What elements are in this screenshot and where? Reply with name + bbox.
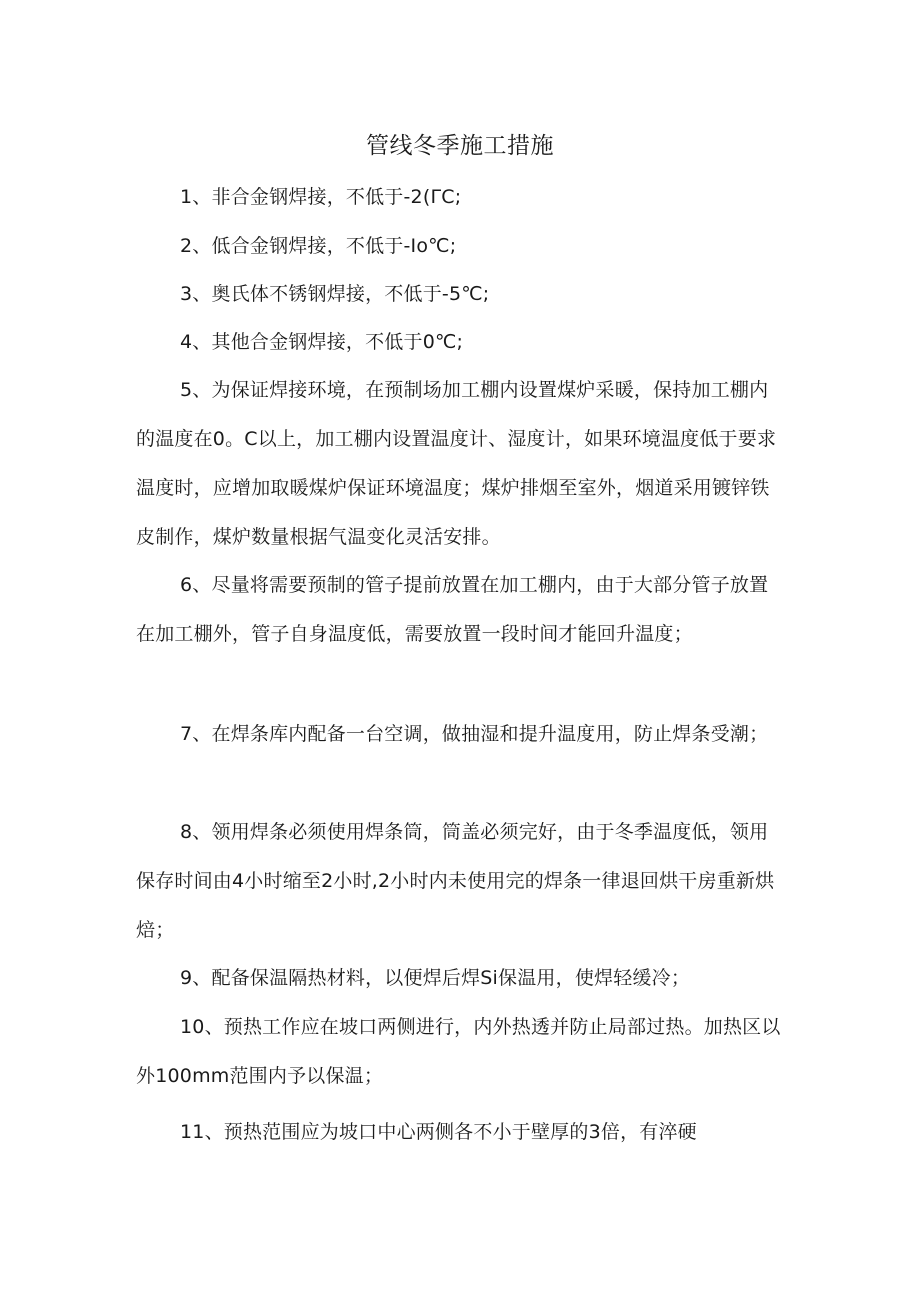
paragraph-6: 6、尽量将需要预制的管子提前放置在加工棚内，由于大部分管子放置在加工棚外，管子自身温度低，需要放置一段时间才能回升温度；: [136, 574, 769, 645]
paragraph-11: 11、预热范围应为坡口中心两侧各不小于壁厚的3倍，有淬硬: [180, 1121, 697, 1143]
paragraph-4: 4、其他合金钢焊接，不低于0℃;: [180, 331, 464, 353]
paragraph-2: 2、低合金钢焊接，不低于-Io℃;: [180, 235, 457, 257]
paragraph-3: 3、奥氏体不锈钢焊接，不低于-5℃;: [180, 283, 490, 305]
paragraph-5: 5、为保证焊接环境，在预制场加工棚内设置煤炉采暖，保持加工棚内的温度在0。C以上，加工棚内设置温度计、湿度计，如果环境温度低于要求温度时，应增加取暖煤炉保证环境温度；煤炉排烟至室外，烟道采用镀锌铁皮制作，煤炉数量根据气温变化灵活安排。: [136, 379, 777, 548]
paragraph-10: 10、预热工作应在坡口两侧进行，内外热透并防止局部过热。加热区以外100mm范围内予以保温；: [136, 1016, 781, 1087]
paragraph-8: 8、领用焊条必须使用焊条筒，筒盖必须完好，由于冬季温度低，领用保存时间由4小时缩至2小时,2小时内未使用完的焊条一律退回烘干房重新烘焙；: [136, 821, 775, 941]
paragraph-1: 1、非合金钢焊接，不低于-2(ΓC;: [180, 186, 462, 208]
document-title: 管线冬季施工措施: [366, 133, 554, 159]
paragraph-7: 7、在焊条库内配备一台空调，做抽湿和提升温度用，防止焊条受潮；: [180, 723, 769, 745]
paragraph-9: 9、配备保温隔热材料，以便焊后焊Si保温用，使焊轻缓冷；: [180, 967, 691, 989]
